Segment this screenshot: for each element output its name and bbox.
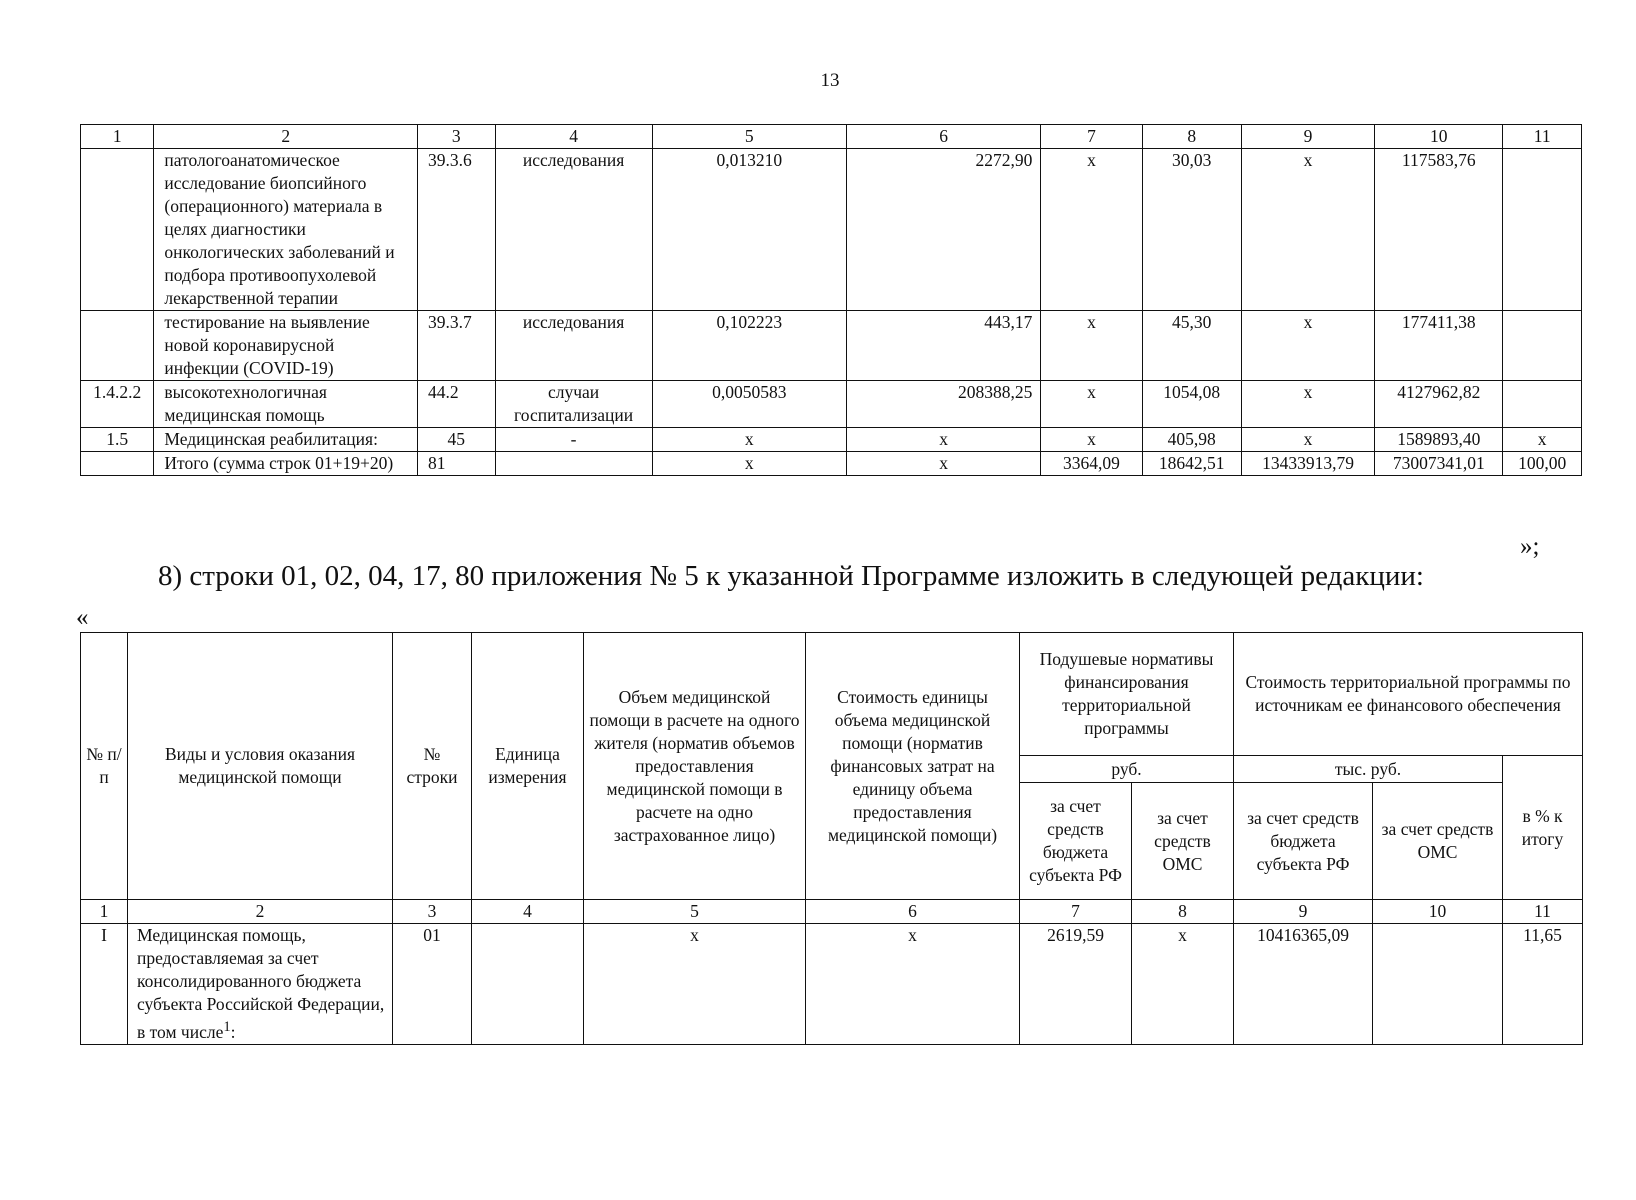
header-per-capita: Подушевые нормативы финансирования территориальной программы	[1020, 633, 1234, 756]
cell	[81, 452, 154, 476]
header-oms: за счет средств ОМС	[1132, 783, 1234, 900]
cell-service-name: высокотехнологичная медицинская помощь	[154, 381, 418, 428]
closing-quote: »;	[1520, 533, 1540, 560]
cell: 73007341,01	[1375, 452, 1503, 476]
column-number: 6	[846, 125, 1040, 149]
table-row	[81, 311, 1582, 381]
header-num: № п/п	[81, 633, 128, 900]
column-number-row	[81, 125, 1582, 149]
cell: 443,17	[846, 311, 1040, 381]
column-number: 1	[81, 125, 154, 149]
cell: 1.4.2.2	[81, 381, 154, 428]
cell	[1503, 149, 1582, 311]
cell: 18642,51	[1142, 452, 1241, 476]
cell-percent: 11,65	[1503, 924, 1583, 1045]
cell: исследования	[495, 311, 652, 381]
cell: 30,03	[1142, 149, 1241, 311]
cell	[81, 311, 154, 381]
cell-service-name: патологоанатомическое исследование биопсийного (операционного) материала в целях диагностики онкологических заболеваний и подбора противоопухолевой лекарственной терапии	[154, 149, 418, 311]
header-program-cost: Стоимость территориальной программы по источникам ее финансового обеспечения	[1234, 633, 1583, 756]
cell	[495, 452, 652, 476]
cell-per-capita-oms: х	[1132, 924, 1234, 1045]
page-number: 13	[820, 70, 840, 91]
column-number: 8	[1142, 125, 1241, 149]
cell: 44.2	[417, 381, 495, 428]
cell: 117583,76	[1375, 149, 1503, 311]
column-number: 9	[1241, 125, 1374, 149]
table-row-total	[81, 452, 1582, 476]
column-number: 2	[154, 125, 418, 149]
cell: 39.3.7	[417, 311, 495, 381]
cell	[1503, 381, 1582, 428]
service-name-suffix: :	[230, 1021, 236, 1042]
cell-row-no: 01	[393, 924, 472, 1045]
cell: х	[652, 428, 846, 452]
column-number: 10	[1375, 125, 1503, 149]
cell: х	[1241, 149, 1374, 311]
cell: х	[1041, 428, 1142, 452]
header-budget-subject-2: за счет средств бюджета субъекта РФ	[1234, 783, 1373, 900]
cell: -	[495, 428, 652, 452]
cell-per-capita-budget: 2619,59	[1020, 924, 1132, 1045]
cell: 100,00	[1503, 452, 1582, 476]
cell-cost: х	[806, 924, 1020, 1045]
cell: х	[1241, 428, 1374, 452]
cell-cost-budget: 10416365,09	[1234, 924, 1373, 1045]
column-number: 7	[1020, 900, 1132, 924]
header-volume: Объем медицинской помощи в расчете на одного жителя (норматив объемов предоставления медицинской помощи в расчете на одно застрахованное лицо)	[584, 633, 806, 900]
column-number: 9	[1234, 900, 1373, 924]
header-kinds: Виды и условия оказания медицинской помощи	[128, 633, 393, 900]
column-number: 4	[472, 900, 584, 924]
cell: 4127962,82	[1375, 381, 1503, 428]
cell: х	[1503, 428, 1582, 452]
header-cost: Стоимость единицы объема медицинской помощи (норматив финансовых затрат на единицу объема предоставления медицинской помощи)	[806, 633, 1020, 900]
cell-service-name: Медицинская реабилитация:	[154, 428, 418, 452]
cell-service-name: Итого (сумма строк 01+19+20)	[154, 452, 418, 476]
table-row	[81, 381, 1582, 428]
cell: 45	[417, 428, 495, 452]
cell: 1589893,40	[1375, 428, 1503, 452]
header-oms-2: за счет средств ОМС	[1373, 783, 1503, 900]
cell: 81	[417, 452, 495, 476]
cell	[1503, 311, 1582, 381]
cell: 39.3.6	[417, 149, 495, 311]
cell: случаи госпитализации	[495, 381, 652, 428]
financing-table-continuation	[80, 124, 1582, 476]
column-number: 2	[128, 900, 393, 924]
column-number: 1	[81, 900, 128, 924]
column-number: 11	[1503, 900, 1583, 924]
cell: 177411,38	[1375, 311, 1503, 381]
footnote-marker: 1	[223, 1019, 231, 1035]
cell: 2272,90	[846, 149, 1040, 311]
cell: 0,0050583	[652, 381, 846, 428]
amendment-heading: 8) строки 01, 02, 04, 17, 80 приложения № 5 к указанной Программе изложить в следующей редакции:	[158, 560, 1424, 592]
table-row	[81, 149, 1582, 311]
column-number: 5	[652, 125, 846, 149]
header-row	[81, 633, 1583, 756]
column-number: 10	[1373, 900, 1503, 924]
cell: 3364,09	[1041, 452, 1142, 476]
cell: х	[846, 428, 1040, 452]
service-name-text: Медицинская помощь, предоставляемая за счет консолидированного бюджета субъекта Российской Федерации, в том числе	[137, 925, 385, 1042]
cell: 13433913,79	[1241, 452, 1374, 476]
column-number: 4	[495, 125, 652, 149]
column-number: 3	[417, 125, 495, 149]
cell-cost-oms	[1373, 924, 1503, 1045]
column-number: 6	[806, 900, 1020, 924]
cell: 1054,08	[1142, 381, 1241, 428]
cell: х	[1041, 311, 1142, 381]
cell: 1.5	[81, 428, 154, 452]
opening-quote: «	[76, 604, 89, 631]
cell-service-name: тестирование на выявление новой коронавирусной инфекции (COVID-19)	[154, 311, 418, 381]
cell-num: I	[81, 924, 128, 1045]
header-row-no: № строки	[393, 633, 472, 900]
cell: 0,102223	[652, 311, 846, 381]
column-number: 3	[393, 900, 472, 924]
financing-table-appendix-5	[80, 632, 1583, 1045]
header-unit: Единица измерения	[472, 633, 584, 900]
cell-service-name	[128, 924, 393, 1045]
column-number: 5	[584, 900, 806, 924]
cell: х	[1041, 381, 1142, 428]
cell: 405,98	[1142, 428, 1241, 452]
header-percent: в % к итогу	[1503, 756, 1583, 900]
cell: 208388,25	[846, 381, 1040, 428]
header-rub: руб.	[1020, 756, 1234, 783]
header-budget-subject: за счет средств бюджета субъекта РФ	[1020, 783, 1132, 900]
column-number: 11	[1503, 125, 1582, 149]
cell	[81, 149, 154, 311]
cell-volume: х	[584, 924, 806, 1045]
cell: х	[1241, 311, 1374, 381]
header-thous-rub: тыс. руб.	[1234, 756, 1503, 783]
cell: х	[1041, 149, 1142, 311]
table-row	[81, 924, 1583, 1045]
cell: 45,30	[1142, 311, 1241, 381]
cell: х	[1241, 381, 1374, 428]
column-number: 8	[1132, 900, 1234, 924]
cell: 0,013210	[652, 149, 846, 311]
cell: х	[846, 452, 1040, 476]
cell: х	[652, 452, 846, 476]
table-row	[81, 428, 1582, 452]
cell-unit	[472, 924, 584, 1045]
column-number-row	[81, 900, 1583, 924]
column-number: 7	[1041, 125, 1142, 149]
cell: исследования	[495, 149, 652, 311]
